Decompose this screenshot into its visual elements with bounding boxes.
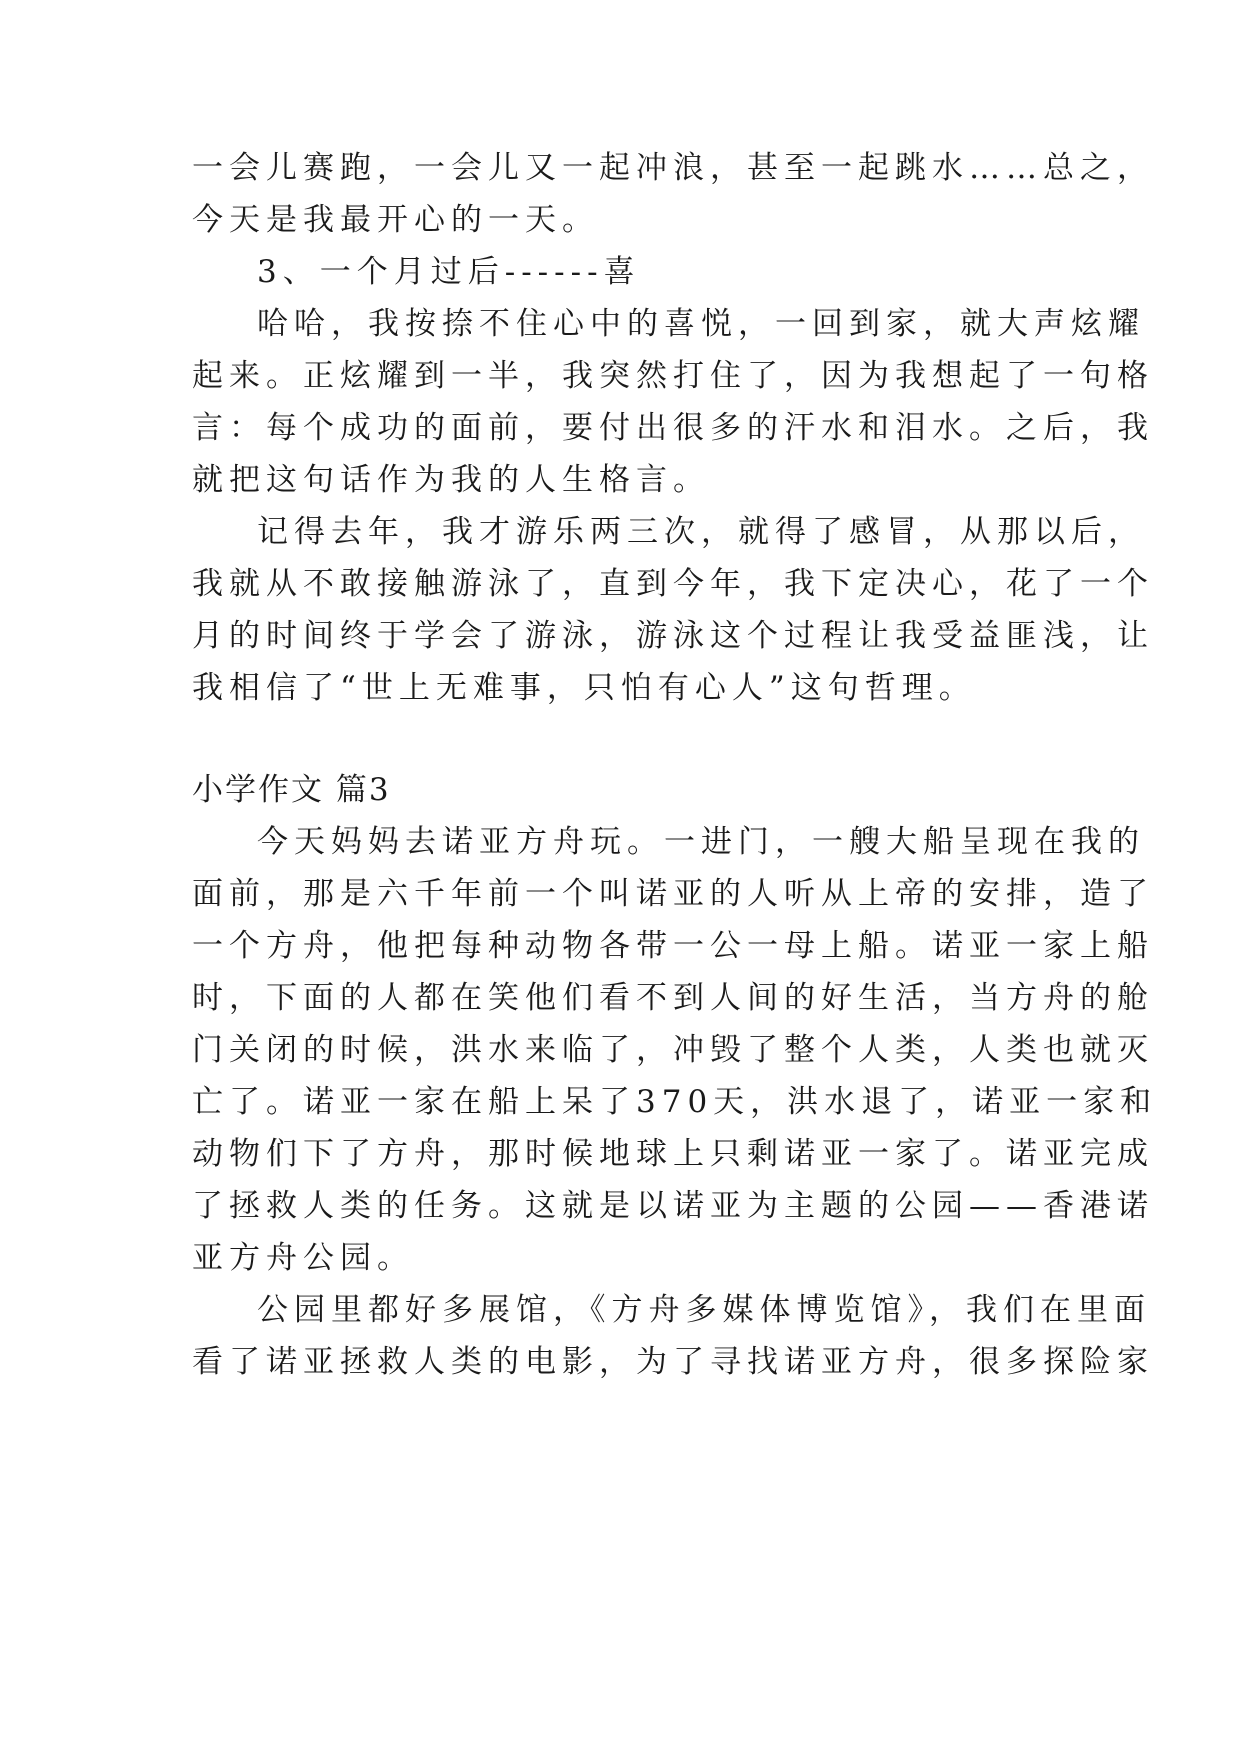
text-line: 一会儿赛跑，一会儿又一起冲浪，甚至一起跳水……总之， bbox=[192, 150, 1154, 186]
text-line: 亚方舟公园。 bbox=[192, 1240, 414, 1276]
text-line: 时，下面的人都在笑他们看不到人间的好生活，当方舟的舱 bbox=[192, 980, 1154, 1016]
text-line: 我就从不敢接触游泳了，直到今年，我下定决心，花了一个 bbox=[192, 566, 1154, 602]
text-line: 我相信了“世上无难事，只怕有心人”这句哲理。 bbox=[192, 670, 976, 706]
paragraph-start: 今天妈妈去诺亚方舟玩。一进门，一艘大船呈现在我的 bbox=[257, 824, 1145, 860]
text-line: 今天是我最开心的一天。 bbox=[192, 202, 599, 238]
text-line: 月的时间终于学会了游泳，游泳这个过程让我受益匪浅，让 bbox=[192, 618, 1154, 654]
text-line: 了拯救人类的任务。这就是以诺亚为主题的公园——香港诺 bbox=[192, 1188, 1154, 1224]
paragraph-start: 公园里都好多展馆，《方舟多媒体博览馆》，我们在里面 bbox=[257, 1292, 1151, 1328]
section-heading: 3、一个月过后------喜 bbox=[257, 254, 641, 290]
text-line: 言：每个成功的面前，要付出很多的汗水和泪水。之后，我 bbox=[192, 410, 1154, 446]
text-line: 就把这句话作为我的人生格言。 bbox=[192, 462, 710, 498]
paragraph-start: 记得去年，我才游乐两三次，就得了感冒，从那以后， bbox=[257, 514, 1145, 550]
text-line: 动物们下了方舟，那时候地球上只剩诺亚一家了。诺亚完成 bbox=[192, 1136, 1154, 1172]
text-line: 面前，那是六千年前一个叫诺亚的人听从上帝的安排，造了 bbox=[192, 876, 1154, 912]
essay-title: 小学作文 篇3 bbox=[192, 772, 391, 808]
paragraph-start: 哈哈，我按捺不住心中的喜悦，一回到家，就大声炫耀 bbox=[257, 306, 1145, 342]
text-line: 起来。正炫耀到一半，我突然打住了，因为我想起了一句格 bbox=[192, 358, 1154, 394]
text-line: 门关闭的时候，洪水来临了，冲毁了整个人类，人类也就灭 bbox=[192, 1032, 1154, 1068]
text-line: 一个方舟，他把每种动物各带一公一母上船。诺亚一家上船 bbox=[192, 928, 1154, 964]
text-line: 看了诺亚拯救人类的电影，为了寻找诺亚方舟，很多探险家 bbox=[192, 1344, 1154, 1380]
text-line: 亡了。诺亚一家在船上呆了370天，洪水退了，诺亚一家和 bbox=[192, 1084, 1158, 1120]
